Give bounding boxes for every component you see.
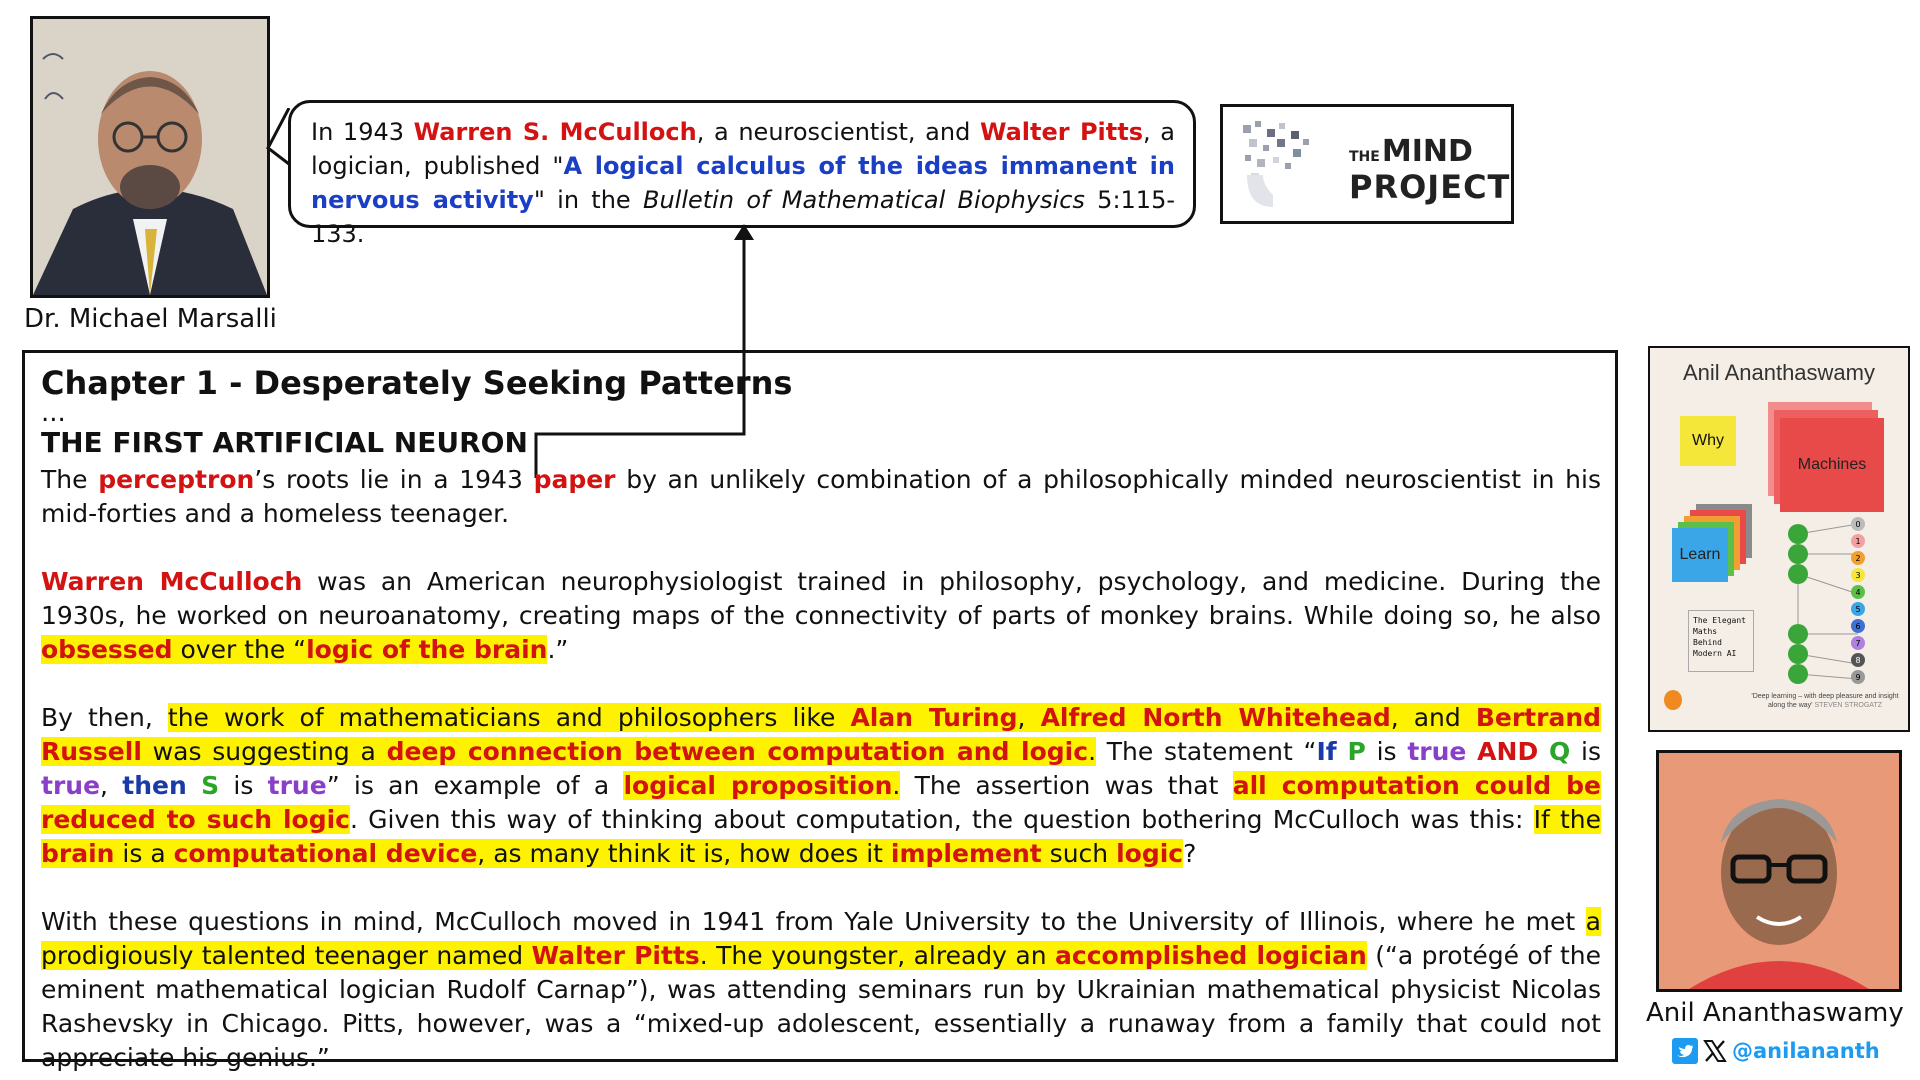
right-person-caption: Anil Ananthaswamy <box>1646 998 1904 1028</box>
quote-journal: Bulletin of Mathematical Biophysics <box>642 186 1085 214</box>
node-label: 4 <box>1855 588 1861 597</box>
anil-ananthaswamy-photo <box>1656 750 1902 992</box>
quote-text: , a logician, published " <box>311 118 1175 180</box>
node-label: 1 <box>1855 537 1861 546</box>
logo-the: THE <box>1349 149 1380 165</box>
bubble-tail <box>266 108 290 168</box>
node-label: 9 <box>1855 673 1861 682</box>
node-label: 3 <box>1855 571 1861 580</box>
node-label: 0 <box>1855 520 1861 529</box>
paragraph-4: With these questions in mind, McCulloch moved in 1941 from Yale University to the University of Illinois, where he met a prodigiously talented teenager named Walter Pitts. The youngster, already an accomplished logician (“a protégé of the eminent mathematical logician Rudolf Carnap”), was attending seminars run by Ukrainian mathematical physicist Nicolas Rashevsky in Chicago. Pitts, however, was a “mixed-up adolescent, essentially a runaway from a family that could not appreciate his genius.” <box>41 907 1601 1072</box>
book-network-graphic <box>1770 514 1900 704</box>
book-subtitle: The Elegant Maths Behind Modern AI <box>1688 610 1754 672</box>
quote-name-pitts: Walter Pitts <box>979 118 1144 146</box>
logo-project: PROJECT <box>1349 168 1511 206</box>
ellipsis: ... <box>41 398 66 428</box>
paragraph-2: Warren McCulloch was an American neurophysiologist trained in philosophy, psychology, and medicine. During the 1930s, he worked on neuroanatomy, creating maps of the connectivity of parts of monkey brains. While doing so, he also obsessed over the “logic of the brain.” <box>41 567 1601 664</box>
quote-text: " in the <box>533 186 643 214</box>
portrait-image <box>1659 753 1899 989</box>
social-handle-row <box>1672 1036 1880 1066</box>
quote-text: In 1943 <box>311 118 414 146</box>
quote-text: , a neuroscientist, and <box>696 118 980 146</box>
book-word-machines: Machines <box>1780 418 1884 512</box>
chapter-title: Chapter 1 - Desperately Seeking Patterns <box>41 364 793 402</box>
node-label: 7 <box>1855 639 1861 648</box>
quote-paper-title: A logical calculus of the ideas immanent in nervous activity <box>311 152 1175 214</box>
section-title: THE FIRST ARTIFICIAL NEURON <box>41 426 528 459</box>
chapter-excerpt-box <box>22 350 1618 1072</box>
paragraph-3: By then, the work of mathematicians and philosophers like Alan Turing, Alfred North Whitehead, and Bertrand Russell was suggesting a deep connection between computation and logic. The statement “If P is true AND Q is true, then S is true” is an example of a logical proposition. The assertion was that all computation could be reduced to such logic. Given this way of thinking about computation, the question bothering McCulloch was this: If the brain is a computational device, as many think it is, how does it implement such logic? <box>41 703 1602 868</box>
social-handle[interactable]: @anilananth <box>1732 1039 1880 1063</box>
node-label: 8 <box>1855 656 1861 665</box>
twitter-bird-icon <box>1672 1038 1698 1064</box>
book-cover <box>1648 346 1910 732</box>
paragraph-1: The perceptron’s roots lie in a 1943 paper by an unlikely combination of a philosophically minded neuroscientist in his mid-forties and a homeless teenager. <box>41 465 1601 528</box>
mind-project-logo <box>1220 104 1514 224</box>
book-word-why: Why <box>1680 416 1736 466</box>
node-label: 5 <box>1855 605 1861 614</box>
node-label: 2 <box>1855 554 1861 563</box>
book-blurb: 'Deep learning – with deep pleasure and insight along the way' STEVEN STROGATZ <box>1751 693 1899 709</box>
x-logo-icon <box>1702 1038 1728 1064</box>
node-label: 6 <box>1855 622 1861 631</box>
book-author: Anil Ananthaswamy <box>1683 360 1875 385</box>
quote-text: 5:115-133. <box>311 186 1176 248</box>
logo-mind: MIND <box>1381 134 1473 169</box>
book-word-learn: Learn <box>1672 528 1728 582</box>
michael-marsalli-photo <box>30 16 270 298</box>
quote-name-mcculloch: Warren S. McCulloch <box>413 118 697 146</box>
penguin-logo <box>1664 690 1682 710</box>
quote-bubble <box>288 100 1196 248</box>
pixel-head-icon <box>1233 115 1333 215</box>
portrait-image <box>33 19 267 295</box>
left-person-caption: Dr. Michael Marsalli <box>24 304 277 334</box>
